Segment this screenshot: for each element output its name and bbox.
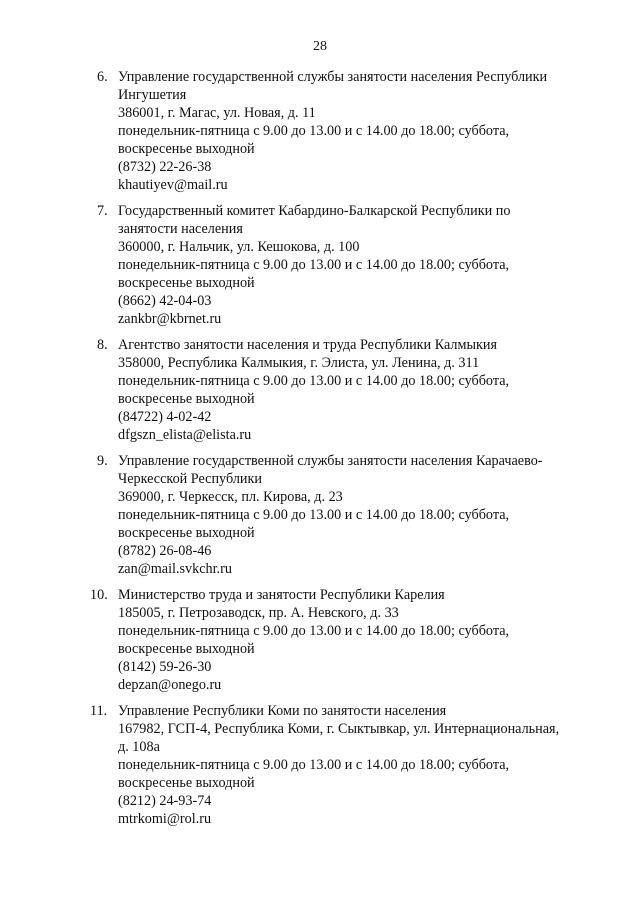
email: dfgszn_elista@elista.ru: [118, 427, 252, 443]
working-hours: понедельник-пятница с 9.00 до 13.00 и с 14.00 до 18.00; суббота,: [118, 757, 510, 773]
item-number: 6.: [97, 69, 108, 85]
list-item: [0, 702, 590, 828]
address: 358000, Республика Калмыкия, г. Элиста, ул. Ленина, д. 311: [118, 355, 480, 371]
working-hours: воскресенье выходной: [118, 641, 255, 657]
email: zankbr@kbrnet.ru: [118, 311, 222, 327]
phone: (8782) 26-08-46: [118, 543, 212, 559]
list-item: [0, 336, 590, 444]
email: khautiyev@mail.ru: [118, 177, 228, 193]
working-hours: воскресенье выходной: [118, 141, 255, 157]
agency-name: Управление государственной службы занятости населения Карачаево-: [118, 453, 543, 469]
working-hours: воскресенье выходной: [118, 775, 255, 791]
phone: (8142) 59-26-30: [118, 659, 212, 675]
agency-name: Министерство труда и занятости Республики Карелия: [118, 587, 445, 603]
agency-name: Управление Республики Коми по занятости населения: [118, 703, 447, 719]
working-hours: воскресенье выходной: [118, 275, 255, 291]
item-number: 9.: [97, 453, 108, 469]
agency-name: Черкесской Республики: [118, 471, 262, 487]
phone: (84722) 4-02-42: [118, 409, 212, 425]
address: 386001, г. Магас, ул. Новая, д. 11: [118, 105, 316, 121]
agency-name: Ингушетия: [118, 87, 187, 103]
phone: (8732) 22-26-38: [118, 159, 212, 175]
agency-name: занятости населения: [118, 221, 243, 237]
list-item: [0, 586, 590, 694]
list-item: [0, 68, 590, 194]
email: mtrkomi@rol.ru: [118, 811, 212, 827]
working-hours: понедельник-пятница с 9.00 до 13.00 и с 14.00 до 18.00; суббота,: [118, 507, 510, 523]
address: 167982, ГСП-4, Республика Коми, г. Сыктывкар, ул. Интернациональная,: [118, 721, 560, 737]
working-hours: воскресенье выходной: [118, 391, 255, 407]
contacts-list: [0, 68, 640, 836]
working-hours: понедельник-пятница с 9.00 до 13.00 и с 14.00 до 18.00; суббота,: [118, 123, 510, 139]
address: 369000, г. Черкесск, пл. Кирова, д. 23: [118, 489, 343, 505]
address: 360000, г. Нальчик, ул. Кешокова, д. 100: [118, 239, 360, 255]
list-item: [0, 452, 590, 578]
list-item: [0, 202, 590, 328]
working-hours: понедельник-пятница с 9.00 до 13.00 и с 14.00 до 18.00; суббота,: [118, 373, 510, 389]
phone: (8662) 42-04-03: [118, 293, 212, 309]
address: д. 108а: [118, 739, 160, 755]
page-number: 28: [313, 39, 327, 54]
phone: (8212) 24-93-74: [118, 793, 212, 809]
email: zan@mail.svkchr.ru: [118, 561, 232, 577]
working-hours: понедельник-пятница с 9.00 до 13.00 и с 14.00 до 18.00; суббота,: [118, 623, 510, 639]
agency-name: Агентство занятости населения и труда Республики Калмыкия: [118, 337, 497, 353]
agency-name: Государственный комитет Кабардино-Балкарской Республики по: [118, 203, 511, 219]
address: 185005, г. Петрозаводск, пр. А. Невского, д. 33: [118, 605, 399, 621]
item-number: 10.: [90, 587, 108, 603]
email: depzan@onego.ru: [118, 677, 222, 693]
agency-name: Управление государственной службы занятости населения Республики: [118, 69, 548, 85]
working-hours: понедельник-пятница с 9.00 до 13.00 и с 14.00 до 18.00; суббота,: [118, 257, 510, 273]
working-hours: воскресенье выходной: [118, 525, 255, 541]
item-number: 7.: [97, 203, 108, 219]
item-number: 11.: [90, 703, 108, 719]
item-number: 8.: [97, 337, 108, 353]
